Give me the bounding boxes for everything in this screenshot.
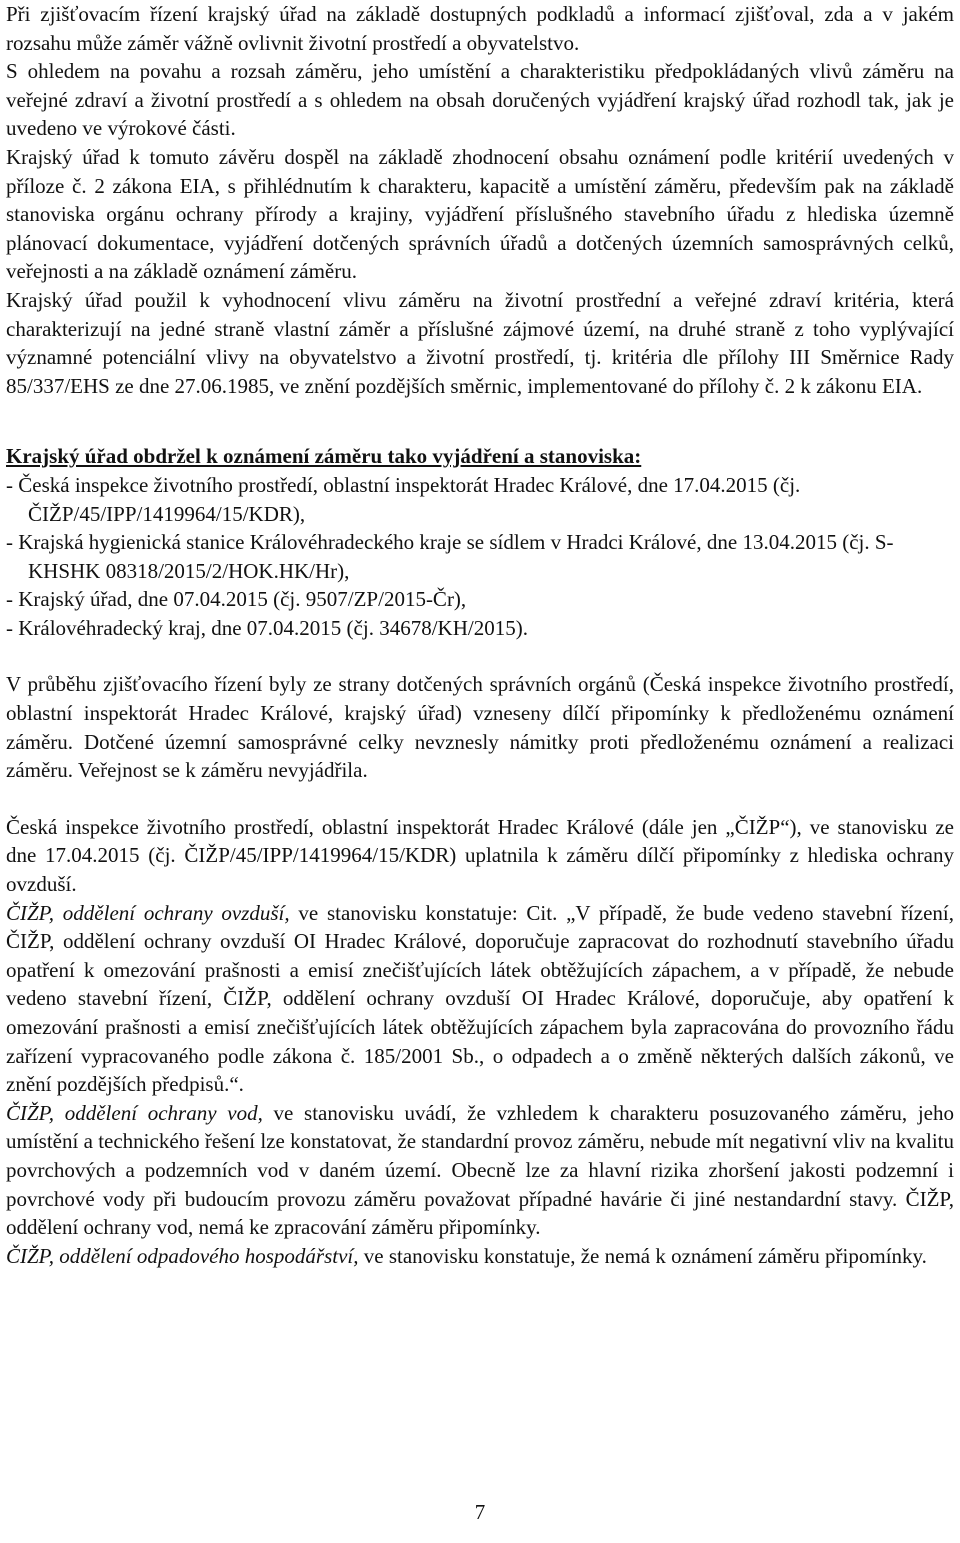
paragraph-comments: V průběhu zjišťovacího řízení byly ze strany dotčených správních orgánů (Česká inspekce životního prostředí, oblastní inspektorát Hradec Králové, krajský úřad) vzneseny dílčí připomínky k předloženému oznámení záměru. Dotčené územní samosprávné celky nevznesly námitky proti předloženému oznámení a realizaci záměru. Veřejnost se k záměru nevyjádřila. [6, 672, 954, 783]
list-item: - Královéhradecký kraj, dne 07.04.2015 (čj. 34678/KH/2015). [6, 615, 528, 640]
spacer [6, 785, 954, 813]
list-item: - Krajský úřad, dne 07.04.2015 (čj. 9507/ZP/2015-Čr), [6, 587, 467, 612]
vod-label: ČIŽP, oddělení ochrany vod, [6, 1100, 263, 1125]
paragraph-criteria: Krajský úřad k tomuto závěru dospěl na základě zhodnocení obsahu oznámení podle kritérií uvedených v příloze č. 2 zákona EIA, s přihlédnutím k charakteru, kapacitě a umístění záměru, především pak na základě stanoviska orgánu ochrany přírody a krajiny, vyjádření příslušného stavebního úřadu z hlediska územně plánovací dokumentace, vyjádření dotčených správních úřadů a dotčených územních samosprávných celků, veřejnosti a na základě oznámení záměru. [6, 144, 954, 284]
paragraph-evaluation: Krajský úřad použil k vyhodnocení vlivu záměru na životní prostřední a veřejné zdraví kritéria, která charakterizují na jedné straně vlastní záměr a příslušné zájmové území, na druhé straně z toho vyplývající významné potenciální vlivy na obyvatelstvo a životní prostředí, tj. kritéria dle přílohy III Směrnice Rady 85/337/EHS ze dne 27.06.1985, ve znění pozdějších směrnic, implementované do přílohy č. 2 k zákonu EIA. [6, 287, 954, 398]
vod-text: ve stanovisku uvádí, že vzhledem k charakteru posuzovaného záměru, jeho umístění a technického řešení lze konstatovat, že standardní provoz záměru, nebude mít negativní vliv na kvalitu povrchových a podzemních vod v daném území. Obecně lze za hlavní rizika zhoršení jakosti podzemní i povrchové vody při budoucím provozu záměru považovat případné havárie či jiné nestandardní stavy. ČIŽP, oddělení ochrany vod, nemá ke zpracování záměru připomínky. [6, 1100, 954, 1240]
spacer [6, 400, 954, 442]
odpady-label: ČIŽP, oddělení odpadového hospodářství, [6, 1243, 359, 1268]
paragraph-decision: S ohledem na povahu a rozsah záměru, jeho umístění a charakteristiku předpokládaných vlivů záměru na veřejné zdraví a životní prostředí a s ohledem na obsah doručených vyjádření krajský úřad rozhodl tak, jak je uvedeno ve výrokové části. [6, 59, 954, 141]
section-heading-statements: Krajský úřad obdržel k oznámení záměru tako vyjádření a stanoviska: [6, 444, 642, 469]
paragraph-vod [6, 1099, 954, 1242]
statements-list [6, 471, 954, 643]
paragraph-ovzdusi [6, 899, 954, 1099]
ovzdusi-label: ČIŽP, oddělení ochrany ovzduší, [6, 900, 290, 925]
paragraph-cizp: Česká inspekce životního prostředí, oblastní inspektorát Hradec Králové (dále jen „ČIŽP“), ve stanovisku ze dne 17.04.2015 (čj. ČIŽP/45/IPP/1419964/15/KDR) uplatnila k záměru dílčí připomínky z hlediska ochrany ovzduší. [6, 814, 954, 897]
ovzdusi-text: ve stanovisku konstatuje: Cit. „V případě, že bude vedeno stavební řízení, ČIŽP, oddělení ochrany ovzduší OI Hradec Králové, doporučuje zapracovat do rozhodnutí stavebního úřadu opatření k omezování prašnosti a emisí znečišťujících látek obtěžujících zápachem, a v případě, že nebude vedeno stavební řízení, ČIŽP, oddělení ochrany ovzduší OI Hradec Králové, doporučuje, aby opatření k omezování prašnosti a emisí znečišťujících látek obtěžujících zápachem byla zapracována do provozního řádu zařízení vypracovaného podle zákona č. 185/2001 Sb., o odpadech a o změně některých dalších zákonů, ve znění pozdějších předpisů.“. [6, 900, 954, 1097]
document-page [6, 0, 954, 1270]
list-item: - Krajská hygienická stanice Královéhradeckého kraje se sídlem v Hradci Králové, dne 13.04.2015 (čj. S-KHSHK 08318/2015/2/HOK.HK/Hr), [6, 530, 894, 583]
list-item: - Česká inspekce životního prostředí, oblastní inspektorát Hradec Králové, dne 17.04.2015 (čj. ČIŽP/45/IPP/1419964/15/KDR), [6, 472, 801, 526]
spacer [6, 642, 954, 670]
page-number: 7 [474, 1500, 486, 1524]
paragraph-odpady [6, 1242, 954, 1271]
paragraph-intro: Při zjišťovacím řízení krajský úřad na základě dostupných podkladů a informací zjišťoval, zda a v jakém rozsahu může záměr vážně ovlivnit životní prostředí a obyvatelstvo. [6, 2, 954, 55]
odpady-text: ve stanovisku konstatuje, že nemá k oznámení záměru připomínky. [358, 1243, 927, 1268]
